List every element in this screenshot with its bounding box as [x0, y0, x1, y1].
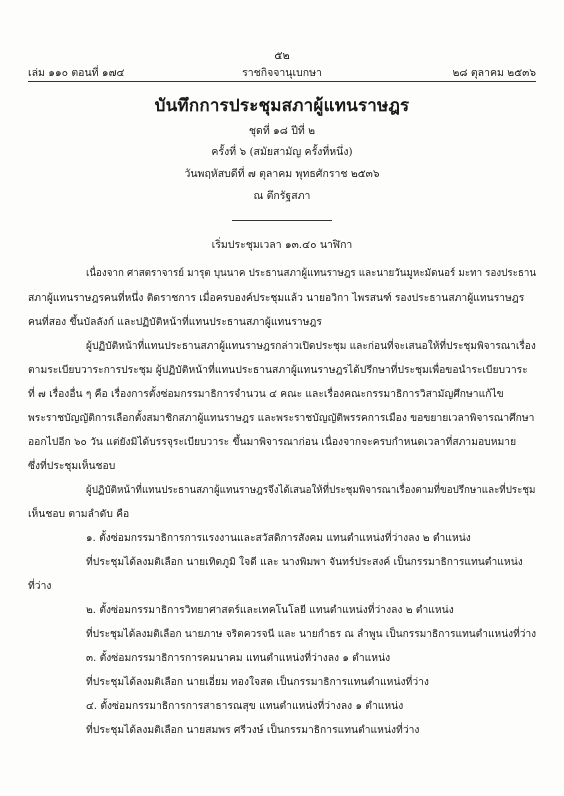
volume-issue: เล่ม ๑๑๐ ตอนที่ ๑๗๔ [28, 67, 125, 79]
start-time: เริ่มประชุมเวลา ๑๓.๔๐ นาฬิกา [211, 239, 353, 251]
publication-name: ราชกิจจานุเบกษา [242, 67, 322, 79]
paragraph-line: ผู้ปฏิบัติหน้าที่แทนประธานสภาผู้แทนราษฎรกล่าวเปิดประชุม และก่อนที่จะเสนอให้ที่ประชุมพิจารณาเรื่อง [86, 340, 536, 352]
paragraph-line: พระราชบัญญัติการเลือกตั้งสมาชิกสภาผู้แทนราษฎร และพระราชบัญญัติพรรคการเมือง ขอขยายเวลาพิจารณาศึกษา [28, 412, 535, 424]
list-item-heading: ๔. ตั้งซ่อมกรรมาธิการการสาธารณสุข แทนตำแหน่งที่ว่างลง ๑ ตำแหน่ง [86, 700, 404, 712]
paragraph-line: ที่ว่าง [28, 580, 52, 592]
paragraph-line: ที่ประชุมได้ลงมติเลือก นายภาษ จริตควรจนี และ นายกำธร ณ ลำพูน เป็นกรรมาธิการแทนตำแหน่งที่ว่าง [86, 628, 537, 640]
running-header [28, 64, 536, 80]
section-divider [232, 220, 332, 221]
list-item-heading: ๒. ตั้งซ่อมกรรมาธิการวิทยาศาสตร์และเทคโนโลยี แทนตำแหน่งที่ว่างลง ๒ ตำแหน่ง [86, 604, 454, 616]
paragraph-line: เห็นชอบ ตามลำดับ คือ [28, 508, 130, 520]
meeting-place: ณ ตึกรัฐสภา [253, 190, 311, 202]
publication-date: ๒๘ ตุลาคม ๒๕๓๖ [452, 67, 536, 79]
paragraph-line: ออกไปอีก ๖๐ วัน แต่ยังมิได้บรรจุระเบียบวาระ ขึ้นมาพิจารณาก่อน เนื่องจากจะครบกำหนดเวลาที่สภามอบหมาย [28, 436, 517, 448]
paragraph-line: ที่ ๗ เรื่องอื่น ๆ คือ เรื่องการตั้งซ่อมกรรมาธิการจำนวน ๔ คณะ และเรื่องคณะกรรมาธิการวิสามัญศึกษาแก้ไข [28, 388, 504, 400]
paragraph-line: ซึ่งที่ประชุมเห็นชอบ [28, 460, 116, 472]
list-item-heading: ๓. ตั้งซ่อมกรรมาธิการการคมนาคม แทนตำแหน่งที่ว่างลง ๑ ตำแหน่ง [86, 652, 391, 664]
paragraph-line: ที่ประชุมได้ลงมติเลือก นายสมพร ศรีวงษ์ เป็นกรรมาธิการแทนตำแหน่งที่ว่าง [86, 724, 420, 736]
paragraph-line: คนที่สอง ขึ้นบัลลังก์ และปฏิบัติหน้าที่แทนประธานสภาผู้แทนราษฎร [28, 316, 322, 328]
paragraph-line: สภาผู้แทนราษฎรคนที่หนึ่ง ติดราชการ เมื่อครบองค์ประชุมแล้ว นายอวิกา ไพรสนฑ์ รองประธานสภาผู้แทนราษฎร [28, 292, 525, 304]
list-item-heading: ๑. ตั้งซ่อมกรรมาธิการการแรงงานและสวัสดิการสังคม แทนตำแหน่งที่ว่างลง ๒ ตำแหน่ง [86, 532, 471, 544]
paragraph-line: ตามระเบียบวาระการประชุม ผู้ปฏิบัติหน้าที่แทนประธานสภาผู้แทนราษฎรได้ปรึกษาที่ประชุมเพื่อขอนำระเบียบวาระ [28, 364, 528, 376]
header-rule [28, 81, 536, 82]
document-title: บันทึกการประชุมสภาผู้แทนราษฎร [154, 96, 410, 116]
page-number: ๕๒ [274, 49, 290, 62]
paragraph-line: ผู้ปฏิบัติหน้าที่แทนประธานสภาผู้แทนราษฎรจึงได้เสนอให้ที่ประชุมพิจารณาเรื่องตามที่ขอปรึกษาและที่ประชุม [86, 484, 536, 496]
meeting-date: วันพฤหัสบดีที่ ๗ ตุลาคม พุทธศักราช ๒๕๓๖ [184, 168, 380, 180]
paragraph-line: ที่ประชุมได้ลงมติเลือก นายเทิดภูมิ ใจดี และ นางพิมพา จันทร์ประสงค์ เป็นกรรมาธิการแทนตำแหน่ง [86, 556, 523, 568]
paragraph-line: เนื่องจาก ศาสตราจารย์ มารุต บุนนาค ประธานสภาผู้แทนราษฎร และนายวันมูหะมัดนอร์ มะทา รองประธาน [86, 267, 537, 279]
meeting-series: ชุดที่ ๑๘ ปีที่ ๒ [248, 125, 316, 137]
meeting-session: ครั้งที่ ๖ (สมัยสามัญ ครั้งที่หนึ่ง) [211, 146, 353, 158]
paragraph-line: ที่ประชุมได้ลงมติเลือก นายเอี่ยม ทองใจสด เป็นกรรมาธิการแทนตำแหน่งที่ว่าง [86, 676, 429, 688]
